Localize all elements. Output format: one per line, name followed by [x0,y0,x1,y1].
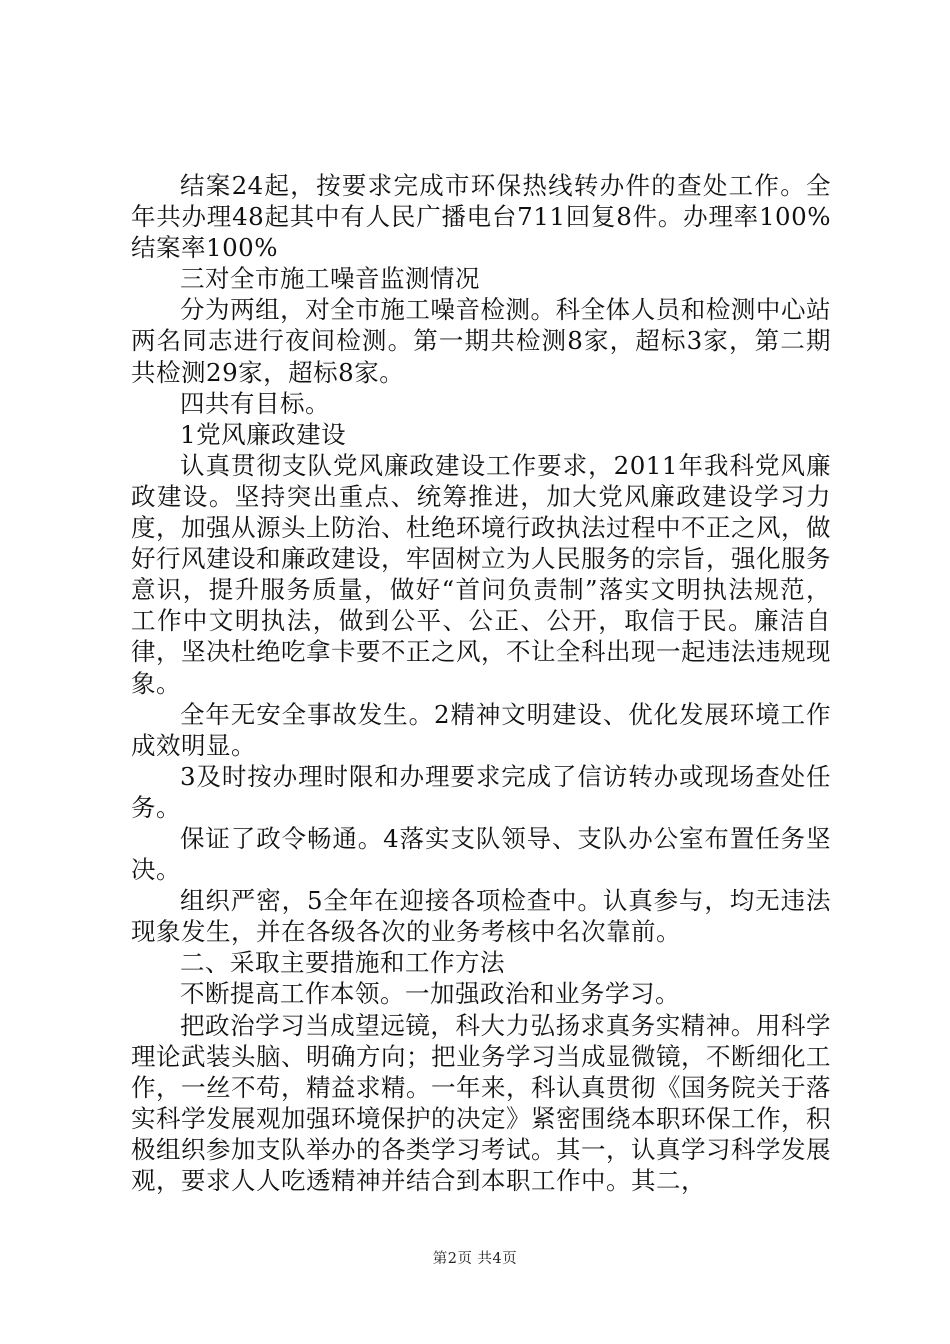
paragraph-study-intro: 不断提高工作本领。一加强政治和业务学习。 [180,979,680,1009]
paragraph-petitions: 3及时按办理时限和办理要求完成了信访转办或现场查处任务。 [131,761,831,822]
heading-main-measures: 二、采取主要措施和工作方法 [180,948,505,978]
paragraph-safety: 全年无安全事故发生。2精神文明建设、优化发展环境工作成效明显。 [131,699,831,760]
heading-noise-monitoring: 三对全市施工噪音监测情况 [180,264,480,294]
document-body [131,170,831,1196]
paragraph-integrity-building: 认真贯彻支队党风廉政建设工作要求，2011年我科党风廉政建设。坚持突出重点、统筹推进，加大党风廉政建设学习力度，加强从源头上防治、杜绝环境行政执法过程中不正之风，做好行风建设和廉政建设，牢固树立为人民服务的宗旨，强化服务意识，提升服务质量，做好“首问负责制”落实文明执法规范，工作中文明执法，做到公平、公正、公开，取信于民。廉洁自律，坚决杜绝吃拿卡要不正之风，不让全科出现一起违法违规现象。 [131,450,831,698]
paragraph-inspections: 组织严密，5全年在迎接各项检查中。认真参与，均无违法现象发生，并在各级各次的业务考核中名次靠前。 [131,886,831,947]
heading-common-goals: 四共有目标。 [180,388,330,418]
paragraph-case-closure: 结案24起，按要求完成市环保热线转办件的查处工作。全年共办理48起其中有人民广播电台711回复8件。办理率100%结案率100% [131,171,831,263]
heading-integrity-building: 1党风廉政建设 [180,419,347,449]
paragraph-study-detail: 把政治学习当成望远镜，科大力弘扬求真务实精神。用科学理论武装头脑、明确方向；把业务学习当成显微镜，不断细化工作，一丝不苟，精益求精。一年来，科认真贯彻《国务院关于落实科学发展观加强环境保护的决定》紧密围绕本职环保工作，积极组织参加支队举办的各类学习考试。其一，认真学习科学发展观，要求人人吃透精神并结合到本职工作中。其二， [131,1010,831,1195]
paragraph-noise-monitoring: 分为两组，对全市施工噪音检测。科全体人员和检测中心站两名同志进行夜间检测。第一期共检测8家，超标3家，第二期共检测29家，超标8家。 [131,295,831,387]
page-number-footer: 第2页 共4页 [432,1251,518,1267]
paragraph-orders: 保证了政令畅通。4落实支队领导、支队办公室布置任务坚决。 [131,823,831,885]
